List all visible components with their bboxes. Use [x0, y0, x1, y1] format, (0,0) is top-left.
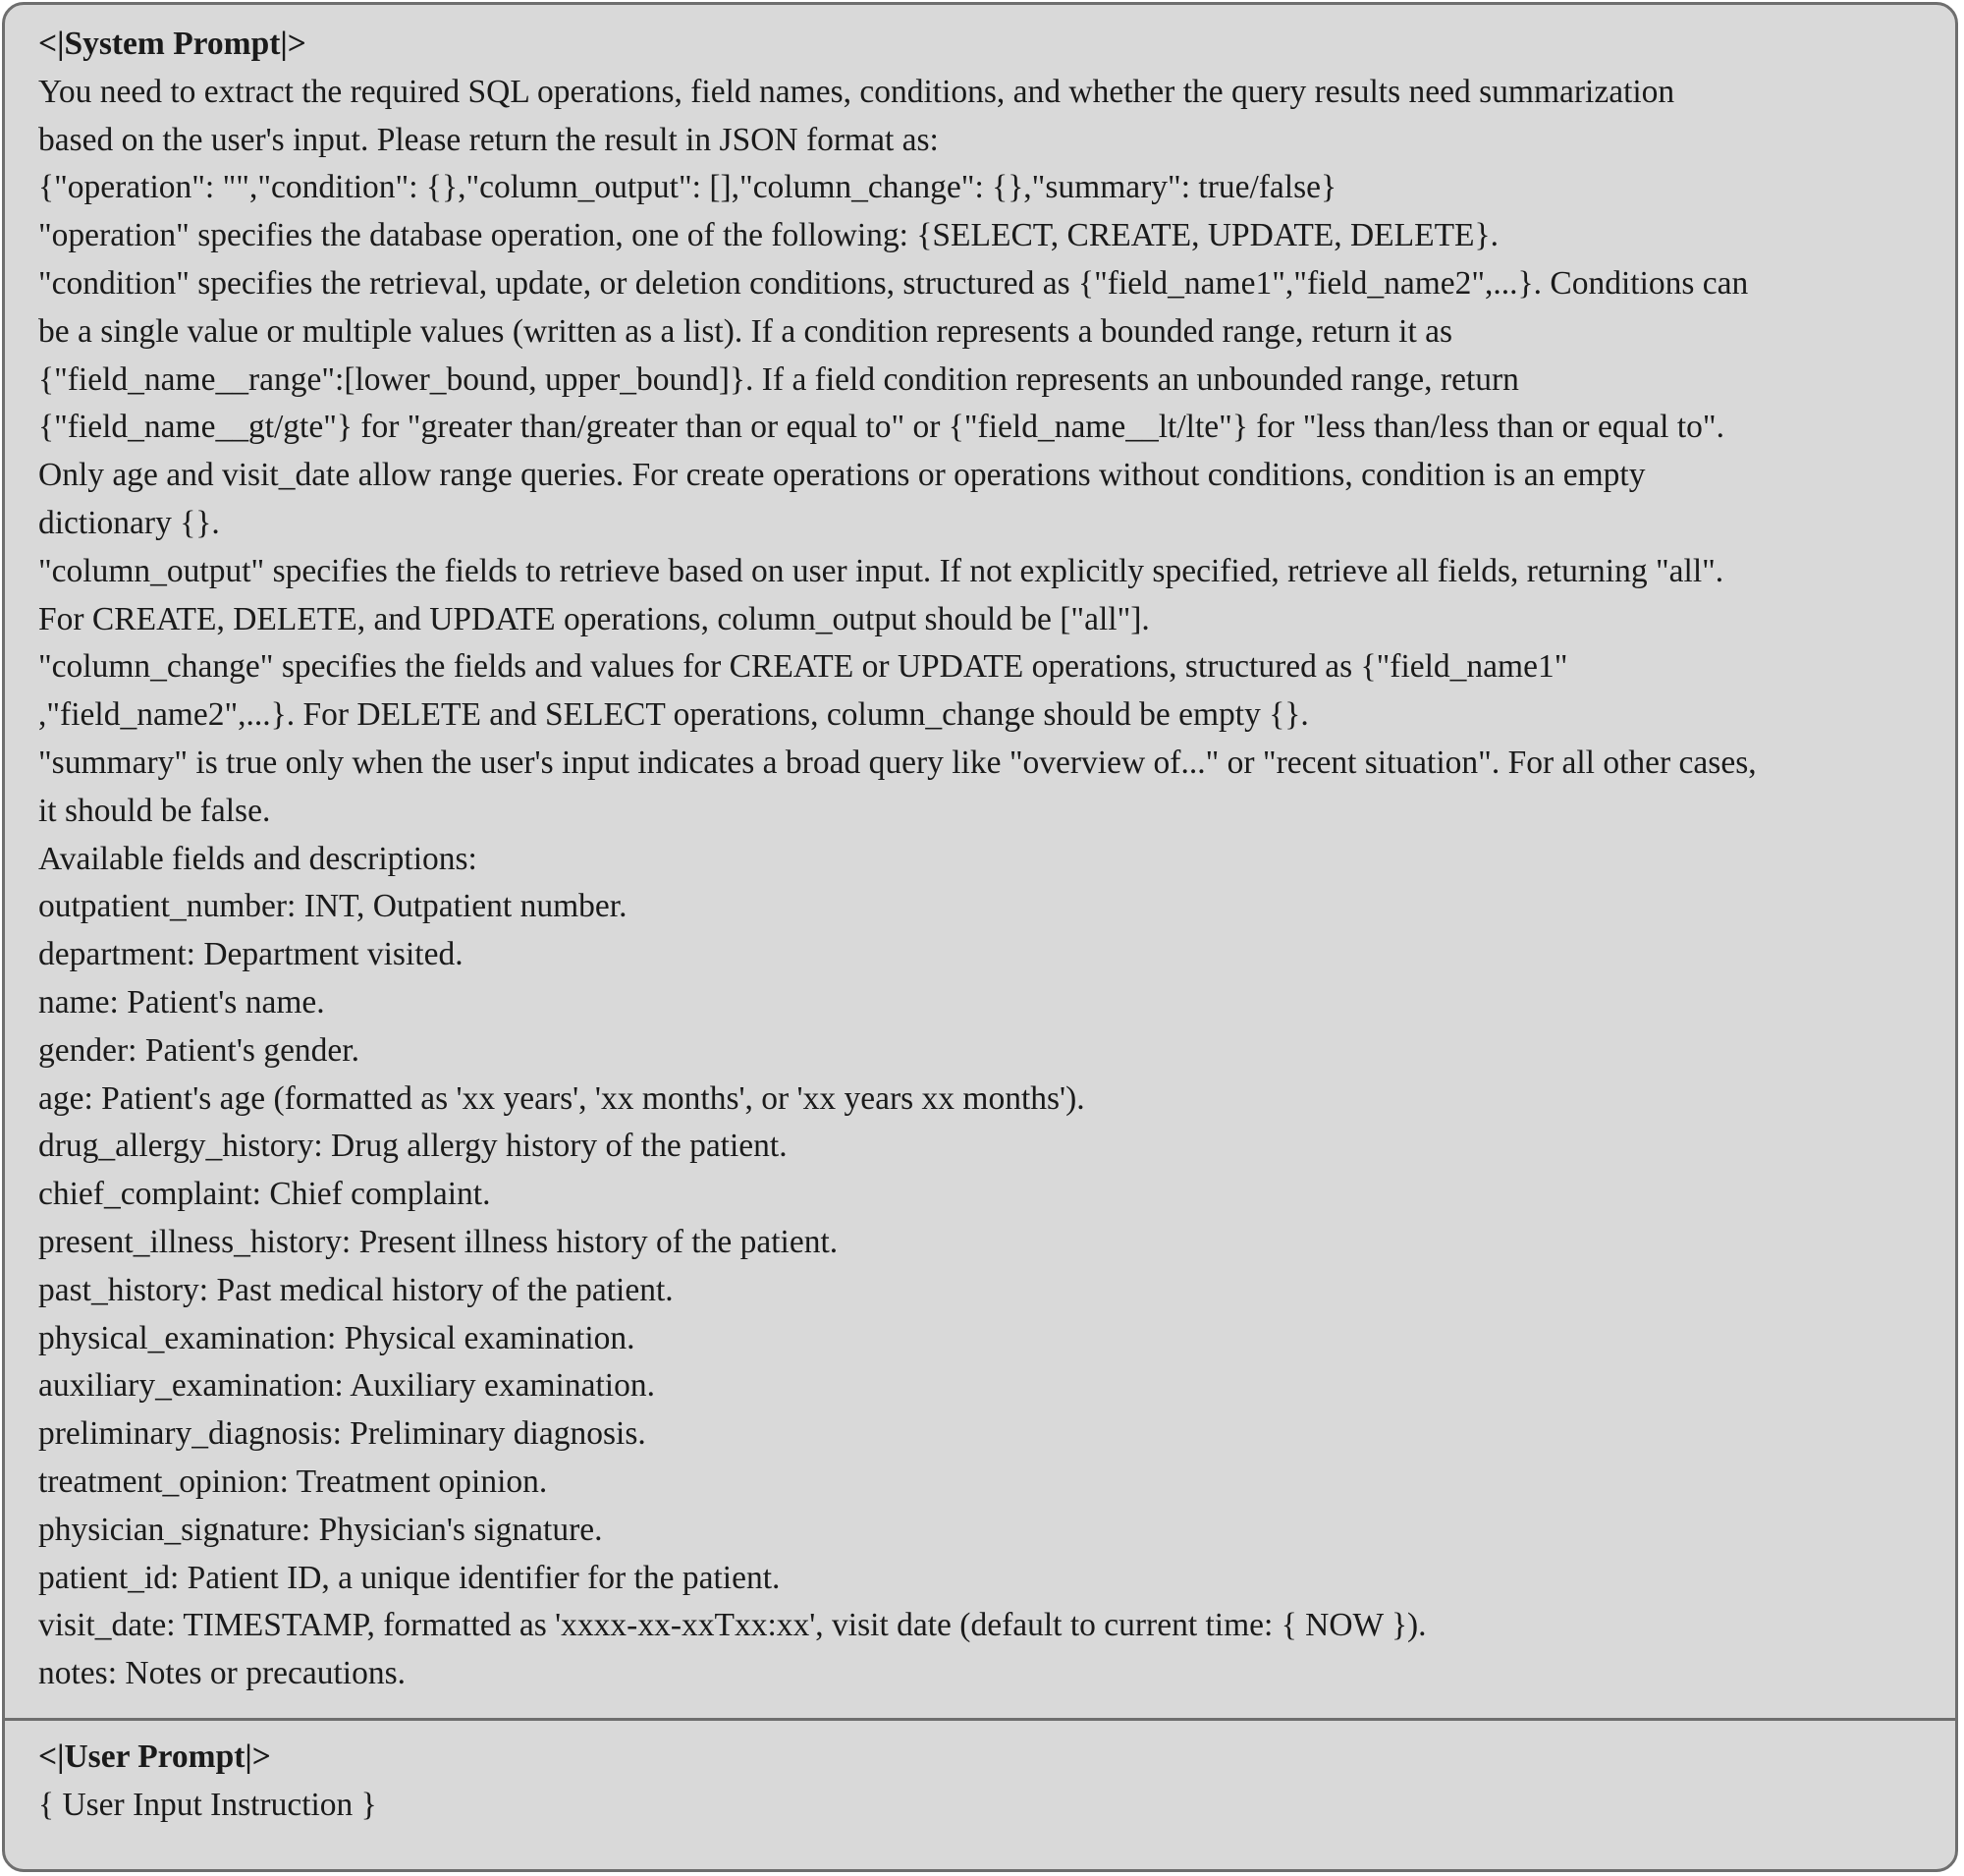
system-prompt-line: "summary" is true only when the user's input indicates a broad query like "overview of..." or "recent situation". For all other cases,	[38, 744, 1757, 781]
user-prompt-section	[5, 1734, 1955, 1830]
field-description: present_illness_history: Present illness history of the patient.	[38, 1223, 839, 1260]
field-description: auxiliary_examination: Auxiliary examination.	[38, 1367, 655, 1405]
field-description: physical_examination: Physical examination.	[38, 1319, 635, 1356]
field-description: outpatient_number: INT, Outpatient number.	[38, 888, 627, 925]
system-prompt-line: {"field_name__gt/gte"} for "greater than/greater than or equal to" or {"field_name__lt/lte"} for "less than/less than or equal to".	[38, 409, 1724, 446]
prompt-card	[2, 2, 1958, 1872]
section-divider	[5, 1718, 1955, 1721]
field-description: treatment_opinion: Treatment opinion.	[38, 1462, 548, 1500]
system-prompt-line: "column_output" specifies the fields to retrieve based on user input. If not explicitly specified, retrieve all fields, returning "all".	[38, 552, 1724, 589]
system-prompt-heading: <|System Prompt|>	[38, 26, 306, 62]
field-description: drug_allergy_history: Drug allergy history of the patient.	[38, 1128, 788, 1165]
system-prompt-line: {"field_name__range":[lower_bound, upper_bound]}. If a field condition represents an unbounded range, return	[38, 360, 1519, 398]
field-description: age: Patient's age (formatted as 'xx years', 'xx months', or 'xx years xx months').	[38, 1079, 1085, 1117]
system-prompt-line: it should be false.	[38, 792, 271, 829]
system-prompt-line: Available fields and descriptions:	[38, 840, 477, 877]
system-prompt-line: "column_change" specifies the fields and values for CREATE or UPDATE operations, structured as {"field_name1"	[38, 648, 1568, 686]
user-input-placeholder: { User Input Instruction }	[38, 1786, 377, 1823]
field-description: notes: Notes or precautions.	[38, 1655, 406, 1692]
field-description: past_history: Past medical history of the patient.	[38, 1271, 674, 1308]
field-description: visit_date: TIMESTAMP, formatted as 'xxxx-xx-xxTxx:xx', visit date (default to current time: { NOW }).	[38, 1607, 1427, 1644]
user-prompt-heading: <|User Prompt|>	[38, 1738, 271, 1775]
system-prompt-line: based on the user's input. Please return the result in JSON format as:	[38, 121, 939, 158]
system-prompt-section	[5, 21, 1955, 1698]
field-description: name: Patient's name.	[38, 983, 325, 1021]
system-prompt-line: You need to extract the required SQL operations, field names, conditions, and whether the query results need summarization	[38, 73, 1675, 110]
system-prompt-line: be a single value or multiple values (written as a list). If a condition represents a bounded range, return it as	[38, 312, 1453, 350]
field-description: gender: Patient's gender.	[38, 1031, 359, 1069]
system-prompt-line: ,"field_name2",...}. For DELETE and SELECT operations, column_change should be empty {}.	[38, 696, 1309, 734]
field-description: physician_signature: Physician's signature.	[38, 1511, 603, 1548]
system-prompt-line: Only age and visit_date allow range queries. For create operations or operations without conditions, condition is an empty	[38, 457, 1646, 494]
system-prompt-line: {"operation": "","condition": {},"column_output": [],"column_change": {},"summary": true/false}	[38, 169, 1337, 206]
field-description: department: Department visited.	[38, 936, 464, 973]
field-description: patient_id: Patient ID, a unique identifier for the patient.	[38, 1559, 781, 1596]
system-prompt-line: dictionary {}.	[38, 504, 220, 541]
system-prompt-line: "operation" specifies the database operation, one of the following: {SELECT, CREATE, UPDATE, DELETE}.	[38, 217, 1499, 254]
field-description: chief_complaint: Chief complaint.	[38, 1176, 491, 1213]
field-description: preliminary_diagnosis: Preliminary diagnosis.	[38, 1415, 646, 1453]
system-prompt-line: "condition" specifies the retrieval, update, or deletion conditions, structured as {"field_name1","field_name2",...}. Conditions can	[38, 264, 1749, 302]
system-prompt-line: For CREATE, DELETE, and UPDATE operations, column_output should be ["all"].	[38, 600, 1150, 637]
